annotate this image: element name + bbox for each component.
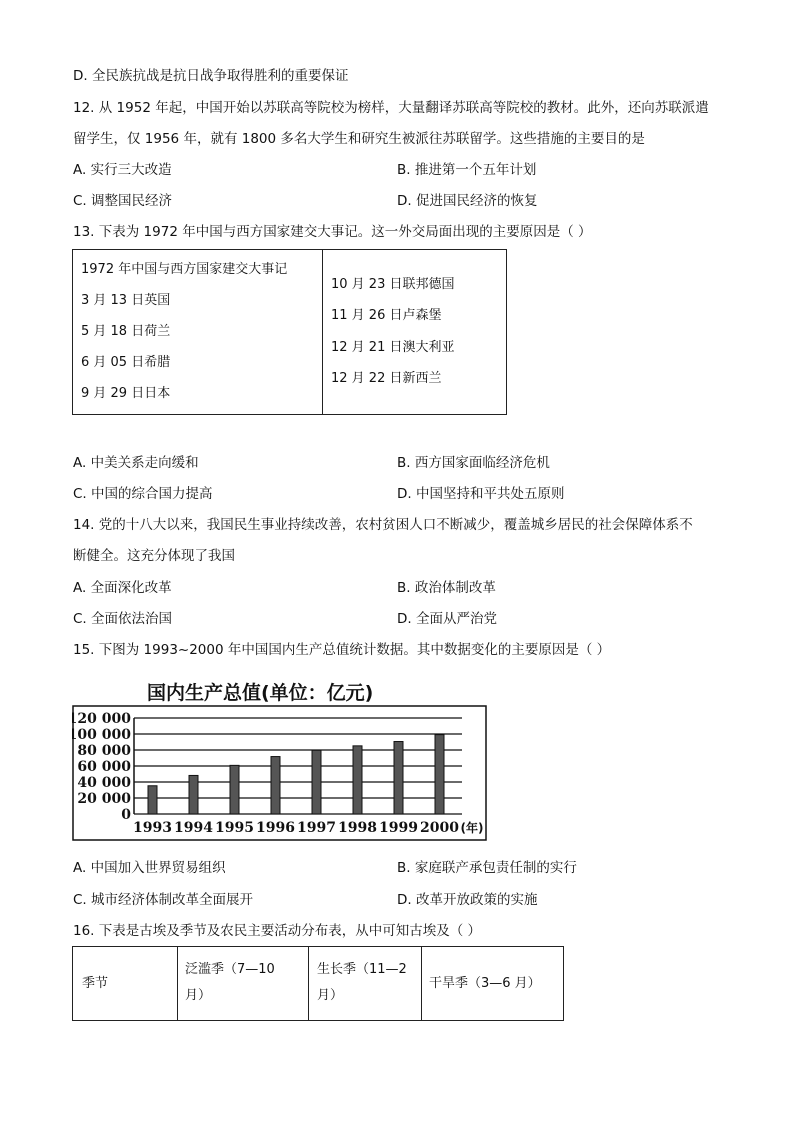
q16-header-growth: 生长季（11—2 月）	[317, 962, 407, 1003]
q14-stem-line1: 14. 党的十八大以来，我国民生事业持续改善，农村贫困人口不断减少，覆盖城乡居民的社会保障体系不	[73, 517, 693, 533]
q12-stem-line2: 留学生，仅 1956 年，就有 1800 多名大学生和研究生被派往苏联留学。这些措施的主要目的是	[73, 131, 645, 147]
q13-option-b: B. 西方国家面临经济危机	[397, 455, 550, 471]
x-tick-label: 1993	[133, 820, 172, 836]
q12-stem-line1: 12. 从 1952 年起，中国开始以苏联高等院校为榜样，大量翻译苏联高等院校的教材。此外，还向苏联派遣	[73, 100, 709, 116]
q13-stem: 13. 下表为 1972 年中国与西方国家建交大事记。这一外交局面出现的主要原因是（ ）	[73, 224, 592, 240]
bar	[148, 786, 157, 814]
bar	[312, 750, 321, 814]
bar	[230, 765, 239, 814]
q14-option-b: B. 政治体制改革	[397, 580, 496, 596]
y-tick-label: 60 000	[77, 759, 131, 775]
q15-option-d: D. 改革开放政策的实施	[397, 892, 538, 908]
q16-stem: 16. 下表是古埃及季节及农民主要活动分布表，从中可知古埃及（ ）	[73, 923, 482, 939]
q16-table	[72, 946, 564, 1021]
q15-option-b: B. 家庭联产承包责任制的实行	[397, 860, 577, 876]
q15-stem: 15. 下图为 1993~2000 年中国国内生产总值统计数据。其中数据变化的主要原因是（ ）	[73, 642, 611, 658]
q11-option-d: D. 全民族抗战是抗日战争取得胜利的重要保证	[73, 68, 349, 84]
y-tick-label: 120 000	[72, 711, 131, 727]
q13-option-c: C. 中国的综合国力提高	[73, 486, 213, 502]
q16-table-divider	[177, 947, 178, 1020]
q14-stem-line2: 断健全。这充分体现了我国	[73, 548, 235, 564]
bar	[435, 735, 444, 814]
x-tick-label: 1994	[174, 820, 213, 836]
y-tick-label: 20 000	[77, 791, 131, 807]
q13-table-cell: 12 月 21 日澳大利亚	[331, 340, 455, 355]
q14-option-c: C. 全面依法治国	[73, 611, 173, 627]
q13-table	[72, 249, 507, 415]
q13-option-d: D. 中国坚持和平共处五原则	[397, 486, 565, 502]
q12-option-d: D. 促进国民经济的恢复	[397, 193, 538, 209]
x-unit-label: (年)	[460, 821, 484, 835]
q16-header-flood: 泛滥季（7—10 月）	[185, 962, 275, 1003]
q13-table-cell: 3 月 13 日英国	[81, 293, 171, 308]
x-tick-label: 1999	[379, 820, 418, 836]
gdp-chart	[72, 676, 488, 842]
x-tick-label: 1997	[297, 820, 336, 836]
q16-table-divider	[421, 947, 422, 1020]
bar	[394, 742, 403, 814]
q15-option-a: A. 中国加入世界贸易组织	[73, 860, 226, 876]
bar	[353, 746, 362, 814]
q13-table-cell: 11 月 26 日卢森堡	[331, 308, 442, 323]
y-tick-label: 40 000	[77, 775, 131, 791]
q16-table-divider	[308, 947, 309, 1020]
x-tick-label: 1995	[215, 820, 254, 836]
q13-table-divider	[322, 250, 323, 414]
y-tick-label: 100 000	[72, 727, 131, 743]
q13-table-cell: 6 月 05 日希腊	[81, 355, 171, 370]
q13-table-cell: 9 月 29 日日本	[81, 386, 171, 401]
q13-table-cell: 12 月 22 日新西兰	[331, 371, 442, 386]
q13-table-title: 1972 年中国与西方国家建交大事记	[81, 262, 288, 277]
y-tick-label: 80 000	[77, 743, 131, 759]
bar	[271, 757, 280, 814]
q13-table-cell: 5 月 18 日荷兰	[81, 324, 171, 339]
q12-option-a: A. 实行三大改造	[73, 162, 172, 178]
x-tick-label: 1998	[338, 820, 377, 836]
x-tick-label: 1996	[256, 820, 295, 836]
q16-header-season: 季节	[82, 976, 109, 991]
chart-title: 国内生产总值(单位：亿元)	[147, 682, 374, 704]
x-tick-label: 2000	[420, 820, 459, 836]
q12-option-c: C. 调整国民经济	[73, 193, 173, 209]
q16-header-drought: 干旱季（3—6 月）	[429, 976, 541, 991]
q14-option-a: A. 全面深化改革	[73, 580, 172, 596]
y-tick-label: 0	[121, 807, 131, 823]
q13-option-a: A. 中美关系走向缓和	[73, 455, 199, 471]
q15-option-c: C. 城市经济体制改革全面展开	[73, 892, 254, 908]
q14-option-d: D. 全面从严治党	[397, 611, 497, 627]
bar	[189, 775, 198, 814]
q13-table-cell: 10 月 23 日联邦德国	[331, 277, 455, 292]
q12-option-b: B. 推进第一个五年计划	[397, 162, 537, 178]
